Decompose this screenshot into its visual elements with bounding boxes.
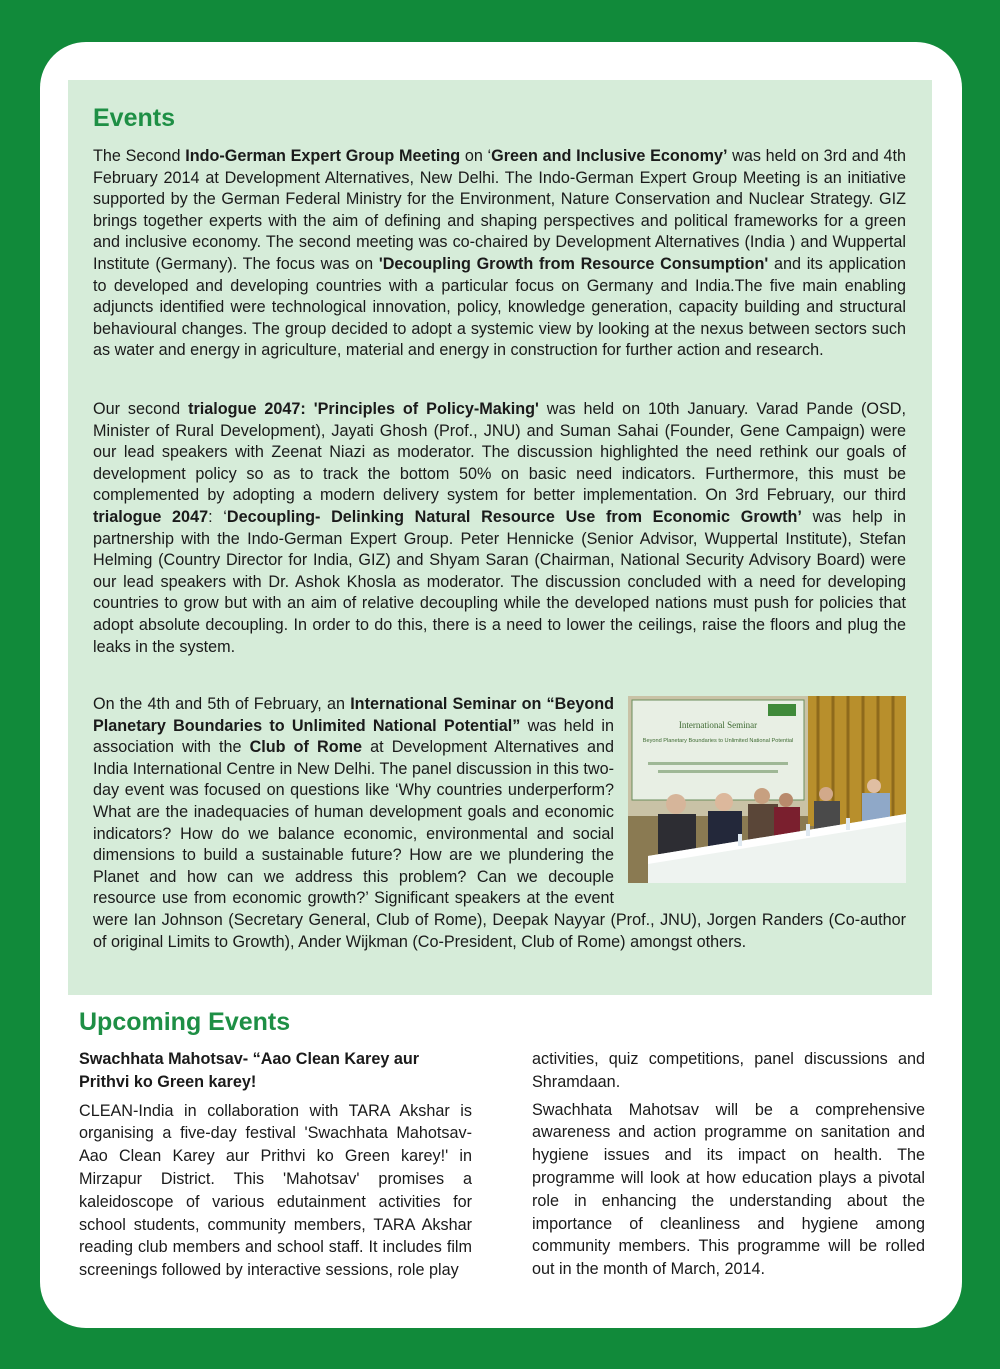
bold-phrase: Indo-German Expert Group Meeting	[185, 147, 461, 165]
upcoming-column-1	[79, 1048, 472, 1287]
upcoming-column-2	[532, 1048, 925, 1286]
events-paragraph-1: The Second Indo-German Expert Group Meeting on ‘Green and Inclusive Economy’ was held on 3rd and 4th February 2014 at Development Alternatives, New Delhi. The Indo-German Expert Group Meeting is an initiative supported by the German Federal Ministry for the Environment, Nature Conservation and Nuclear Strategy. GIZ brings together experts with the aim of defining and shaping perspectives and political frameworks for a green and inclusive economy. The second meeting was co-chaired by Development Alternatives (India ) and Wuppertal Institute (Germany). The focus was on 'Decoupling Growth from Resource Consumption' and its application to developed and developing countries with a particular focus on Germany and India.The five main enabling adjuncts identified were technological innovation, policy, knowledge generation, capacity building and structural behavioural changes. The group decided to adopt a systemic view by looking at the nexus between sectors such as water and energy in agriculture, material and energy in construction for further action and research.	[93, 147, 906, 360]
bold-phrase: trialogue 2047: 'Principles of Policy-Making'	[188, 400, 539, 418]
bold-phrase: Green and Inclusive Economy’	[491, 147, 728, 165]
events-paragraph-3: International Seminar Beyond Planetary Boundaries to Unlimited National Potential On the 4th and 5th of February, an International Seminar on “Beyond Planetary Boundaries to Unlimited National Potential” was held in association with the Club of Rome at Development Alternatives and India International Centre in New Delhi. The panel discussion in this two-day event was focused on questions like ‘Why countries underperform? What are the inadequacies of human development goals and economic indicators? How do we balance economic, environmental and social dimensions to build a sustainable future? How are we plundering the Planet and how can we address this problem? Can we decouple resource use from economic growth?’ Significant speakers at the event were Ian Johnson (Secretary General, Club of Rome), Deepak Nayyar (Prof., JNU), Jorgen Randers (Co-author of original Limits to Growth), Ander Wijkman (Co-President, Club of Rome) amongst others.	[93, 695, 906, 951]
upcoming-subheading: Swachhata Mahotsav- “Aao Clean Karey aur Prithvi ko Green karey!	[79, 1050, 420, 1091]
bold-phrase: 'Decoupling Growth from Resource Consumption'	[378, 254, 769, 273]
upcoming-paragraph-1: CLEAN-India in collaboration with TARA Akshar is organising a five-day festival 'Swachhata Mahotsav- Aao Clean Karey aur Prithvi ko Green karey!' in Mirzapur District. This 'Mahotsav' promises a kaleidoscope of various edutainment activities for school students, community members, TARA Akshar reading club members and school staff. It includes film screenings followed by interactive sessions, role play	[79, 1101, 472, 1280]
events-heading: Events	[93, 104, 175, 132]
upcoming-paragraph-2: activities, quiz competitions, panel discussions and Shramdaan.	[532, 1050, 925, 1091]
events-section	[68, 80, 932, 995]
bold-phrase: International Seminar on “Beyond Planetary Boundaries to Unlimited National Potential”	[93, 695, 614, 735]
banner-line-2: Beyond Planetary Boundaries to Unlimited National Potential	[642, 738, 794, 744]
banner-line-1: International Seminar	[678, 720, 758, 730]
seminar-photo	[628, 696, 906, 883]
newsletter-page	[40, 42, 962, 1328]
bold-phrase: trialogue 2047	[93, 507, 209, 526]
upcoming-paragraph-3: Swachhata Mahotsav will be a comprehensive awareness and action programme on sanitation and hygiene issues and its impact on health. The programme will look at how education plays a pivotal role in enhancing the understanding about the importance of cleanliness and hygiene among community members. This programme will be rolled out in the month of March, 2014.	[532, 1100, 925, 1279]
events-paragraph-2: Our second trialogue 2047: 'Principles of Policy-Making' was held on 10th January. Varad Pande (OSD, Minister of Rural Development), Jayati Ghosh (Prof., JNU) and Suman Sahai (Founder, Gene Campaign) were our lead speakers with Zeenat Niazi as moderator. The discussion highlighted the need rethink our goals of development policy so as to track the bottom 50% on basic need indicators. Furthermore, this must be complemented by adopting a modern delivery system for better implementation. On 3rd February, our third trialogue 2047: ‘Decoupling- Delinking Natural Resource Use from Economic Growth’ was help in partnership with the Indo-German Expert Group. Peter Hennicke (Senior Advisor, Wuppertal Institute), Stefan Helming (Country Director for India, GIZ) and Shyam Saran (Chairman, National Security Advisory Board) were our lead speakers with Dr. Ashok Khosla as moderator. The discussion concluded with a need for developing countries to grow but with an aim of relative decoupling while the developed nations must push for policies that adopt absolute decoupling. In order to do this, there is a need to lower the ceilings, raise the floors and plug the leaks in the system.	[93, 400, 906, 656]
bold-phrase: Club of Rome	[249, 738, 363, 757]
bold-phrase: Decoupling- Delinking Natural Resource Use from Economic Growth’	[226, 507, 802, 526]
upcoming-events-heading: Upcoming Events	[79, 1008, 291, 1036]
